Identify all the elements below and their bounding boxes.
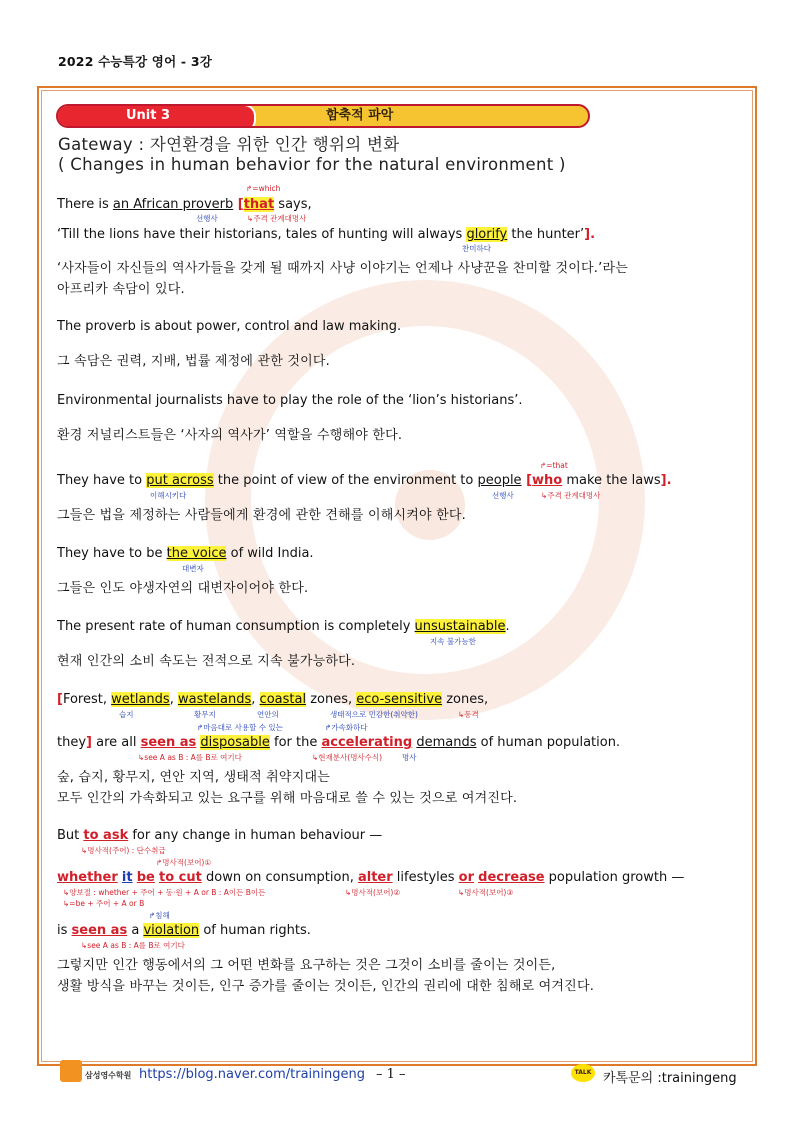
rel-pronoun-who: who <box>532 473 563 488</box>
text: are all <box>91 735 141 750</box>
word-people: people <box>477 473 522 488</box>
sentence-ko: 그 속담은 권력, 지배, 법률 제정에 관한 것이다. <box>57 354 330 369</box>
word-coastal: coastal <box>259 692 307 707</box>
annotation: 찬미하다 <box>462 244 491 253</box>
word-or: or <box>458 870 474 885</box>
sentence-en <box>57 473 672 488</box>
gateway-line2: ( Changes in human behavior for the natural environment ) <box>58 155 566 174</box>
text: make the laws <box>562 473 661 488</box>
text: says, <box>274 197 312 212</box>
kakaotalk-icon: TALK <box>571 1064 595 1082</box>
annotation: ↱명사적(보어)① <box>156 858 212 867</box>
word-demands: demands <box>416 735 477 750</box>
phrase-seen-as: seen as <box>140 735 197 750</box>
annotation: ↳명사적(보어)③ <box>458 888 514 897</box>
annotation: ↳양보절 : whether + 주어 + 동·원 + A or B : A이든 B이든 <box>63 888 266 897</box>
annotation: ↱침해 <box>149 911 170 920</box>
annotation: 황무지 <box>194 710 216 719</box>
word-wetlands: wetlands <box>111 692 170 707</box>
word-decrease: decrease <box>478 870 545 885</box>
sentence-ko: 현재 인간의 소비 속도는 전적으로 지속 불가능하다. <box>57 654 356 669</box>
text: for the <box>269 735 322 750</box>
sentence-ko: 그들은 인도 야생자연의 대변자이어야 한다. <box>57 581 309 596</box>
sentence-ko: 모두 인간의 가속화되고 있는 요구를 위해 마음대로 쓸 수 있는 것으로 여겨진다. <box>57 791 518 806</box>
annotation: 대변자 <box>182 564 204 573</box>
banner-unit-label: Unit 3 <box>125 108 171 123</box>
text: , <box>169 692 178 707</box>
sentence-ko: 그렇지만 인간 행동에서의 그 어떤 변화를 요구하는 것은 그것이 소비를 줄이는 것이든, <box>57 958 556 973</box>
sentence-en <box>57 870 684 885</box>
phrase-proverb: an African proverb <box>112 197 234 212</box>
annotation: ↳현재분사(명사수식) <box>312 753 383 762</box>
text: a <box>127 923 144 938</box>
phrase-to-ask: to ask <box>83 828 129 843</box>
annotation: ↳명사적(보어)② <box>345 888 401 897</box>
text: for any change in human behaviour — <box>128 828 383 843</box>
sentence-en <box>57 923 311 938</box>
word-whether: whether <box>57 870 118 885</box>
sentence-en <box>57 692 488 707</box>
word-eco-sensitive: eco-sensitive <box>356 692 443 707</box>
annotation: ↳주격 관계대명사 <box>541 491 601 500</box>
annotation: 이해시키다 <box>150 491 187 500</box>
text: population growth — <box>544 870 685 885</box>
annotation: ↳명사적(주어) : 단수취급 <box>81 846 166 855</box>
word-accelerating: accelerating <box>321 735 413 750</box>
phrase-seen-as: seen as <box>71 923 128 938</box>
phrase-the-voice: the voice <box>166 546 227 561</box>
blog-link[interactable]: https://blog.naver.com/trainingeng <box>139 1067 365 1082</box>
annotation: 생태적으로 민감한(취약한) <box>330 710 418 719</box>
annotation: ↳see A as B : A를 B로 여기다 <box>81 941 185 950</box>
bracket-close: ]. <box>584 227 596 242</box>
text: the point of view of the environment to <box>213 473 478 488</box>
academy-name: 삼성영수학원 <box>85 1071 132 1080</box>
sentence-ko: 아프리카 속담이 있다. <box>57 282 185 297</box>
word-it: it <box>121 870 133 885</box>
word-unsustainable: unsustainable <box>414 619 506 634</box>
annotation: ↱마음대로 사용할 수 있는 <box>197 723 283 732</box>
bracket-close: ] <box>86 735 92 750</box>
annotation: 선행사 <box>492 491 514 500</box>
annotation: 연안의 <box>257 710 279 719</box>
word-violation: violation <box>143 923 200 938</box>
sentence-en: Environmental journalists have to play the role of the ‘lion’s historians’. <box>57 393 523 408</box>
sentence-ko: ‘사자들이 자신들의 역사가들을 갖게 될 때까지 사냥 이야기는 언제나 사냥꾼을 찬미할 것이다.’라는 <box>57 261 628 276</box>
text: is <box>57 923 72 938</box>
word-disposable: disposable <box>200 735 270 750</box>
kakao-contact: 카톡문의 :trainingeng <box>603 1071 737 1086</box>
sentence-en <box>57 619 510 634</box>
text: , <box>251 692 260 707</box>
sentence-en <box>57 227 595 242</box>
phrase-put-across: put across <box>146 473 214 488</box>
annotation: 지속 불가능한 <box>430 637 476 646</box>
text: zones, <box>442 692 489 707</box>
banner-title: 함축적 파악 <box>326 108 394 123</box>
sentence-en <box>57 735 620 750</box>
annotation: ↱=that <box>540 461 568 470</box>
bracket-open: [ <box>57 692 63 707</box>
annotation: 명사 <box>402 753 417 762</box>
annotation: ↳=be + 주어 + A or B <box>63 899 145 908</box>
gateway-line1: Gateway : 자연환경을 위한 인간 행위의 변화 <box>58 135 400 154</box>
sentence-ko: 생활 방식을 바꾸는 것이든, 인구 증가를 줄이는 것이든, 인간의 권리에 대한 침해로 여겨진다. <box>57 979 595 994</box>
bracket-open: [ <box>521 473 533 488</box>
sentence-ko: 환경 저널리스트들은 ‘사자의 역사가’ 역할을 수행해야 한다. <box>57 428 403 443</box>
text: ‘Till the lions have their historians, tales of hunting will always <box>57 227 467 242</box>
text: Forest, <box>62 692 112 707</box>
text: . <box>505 619 510 634</box>
text: zones, <box>306 692 357 707</box>
rel-pronoun-that: that <box>243 197 275 212</box>
word-be: be <box>136 870 155 885</box>
text: They have to be <box>57 546 167 561</box>
sentence-en: The proverb is about power, control and law making. <box>57 319 402 334</box>
sentence-ko: 숲, 습지, 황무지, 연안 지역, 생태적 취약지대는 <box>57 770 330 785</box>
text: They have to <box>57 473 147 488</box>
word-glorify: glorify <box>466 227 508 242</box>
annotation: 습지 <box>119 710 134 719</box>
sentence-en <box>57 546 314 561</box>
annotation: ↱=which <box>246 184 281 193</box>
bracket-open: [ <box>233 197 244 212</box>
text: the hunter’ <box>507 227 585 242</box>
sentence-en <box>57 828 382 843</box>
bracket-close: ]. <box>660 473 672 488</box>
annotation: ↳see A as B : A를 B로 여기다 <box>138 753 242 762</box>
word-alter: alter <box>357 870 393 885</box>
text: lifestyles <box>392 870 459 885</box>
text: of human rights. <box>199 923 311 938</box>
text: down on consumption, <box>201 870 358 885</box>
annotation: ↳동격 <box>458 710 479 719</box>
text: The present rate of human consumption is completely <box>57 619 415 634</box>
text: of human population. <box>476 735 621 750</box>
document-header: 2022 수능특강 영어 - 3강 <box>58 54 213 69</box>
annotation: ↱가속화하다 <box>325 723 368 732</box>
sentence-ko: 그들은 법을 제정하는 사람들에게 환경에 관한 견해를 이해시켜야 한다. <box>57 508 466 523</box>
text: of wild India. <box>226 546 314 561</box>
page-number: – 1 – <box>376 1067 406 1082</box>
annotation: 선행사 <box>196 214 218 223</box>
sentence-en <box>57 197 312 212</box>
text: they <box>57 735 87 750</box>
phrase-to-cut: to cut <box>159 870 202 885</box>
text: There is <box>57 197 113 212</box>
text: But <box>57 828 84 843</box>
annotation: ↳주격 관계대명사 <box>247 214 307 223</box>
word-wastelands: wastelands <box>177 692 252 707</box>
